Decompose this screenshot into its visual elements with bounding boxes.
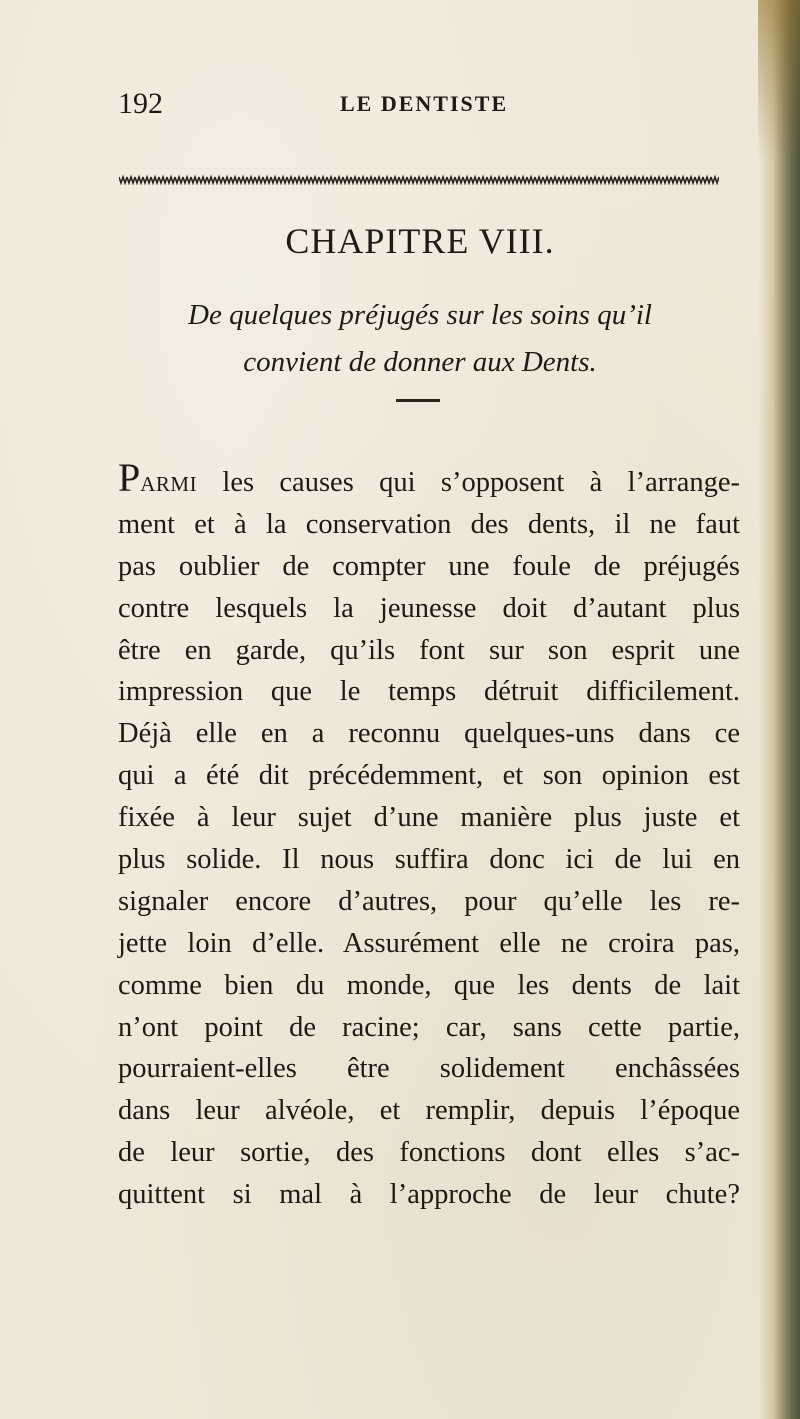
body-line: contre lesquels la jeunesse doit d’autant plus [118, 592, 740, 624]
body-line: ment et à la conservation des dents, il ne faut [118, 508, 740, 540]
page-edge-shadow [758, 0, 800, 1419]
body-line: signaler encore d’autres, pour qu’elle les re- [118, 885, 740, 917]
body-paragraph [118, 455, 740, 1216]
body-line-first [118, 455, 740, 504]
body-line: pourraient-elles être solidement enchâssées [118, 1053, 740, 1085]
body-line-last: quittent si mal à l’approche de leur chute? [118, 1179, 740, 1211]
page-number: 192 [118, 87, 163, 120]
body-line: dans leur alvéole, et remplir, depuis l’époque [118, 1095, 740, 1127]
chapter-title: CHAPITRE VIII. [285, 221, 555, 261]
ornamental-rule [119, 174, 719, 186]
body-line: être en garde, qu’ils font sur son esprit une [118, 634, 740, 666]
body-line: de leur sortie, des fonctions dont elles s’ac- [118, 1137, 740, 1169]
body-line: n’ont point de racine; car, sans cette partie, [118, 1011, 740, 1043]
running-head-title: LE DENTISTE [340, 91, 509, 116]
small-caps-word: ARMI [140, 472, 198, 496]
running-head [118, 86, 718, 126]
body-line: fixée à leur sujet d’une manière plus juste et [118, 802, 740, 834]
body-line: jette loin d’elle. Assurément elle ne croira pas, [118, 927, 740, 959]
body-line: qui a été dit précédemment, et son opinion est [118, 760, 740, 792]
page-stain [758, 0, 800, 160]
chapter-subtitle [110, 292, 730, 386]
subtitle-line: convient de donner aux Dents. [243, 346, 597, 378]
subtitle-line: De quelques préjugés sur les soins qu’il [188, 299, 652, 331]
body-line: Déjà elle en a reconnu quelques-uns dans ce [118, 718, 740, 750]
body-line: comme bien du monde, que les dents de lait [118, 969, 740, 1001]
body-line: pas oublier de compter une foule de préjugés [118, 550, 740, 582]
section-divider-rule [396, 399, 440, 402]
drop-cap: P [118, 455, 141, 500]
body-line: impression que le temps détruit difficilement. [118, 676, 740, 708]
first-line-text: les causes qui s’opposent à l’arrange- [197, 467, 740, 498]
body-line: plus solide. Il nous suffira donc ici de lui en [118, 844, 740, 876]
